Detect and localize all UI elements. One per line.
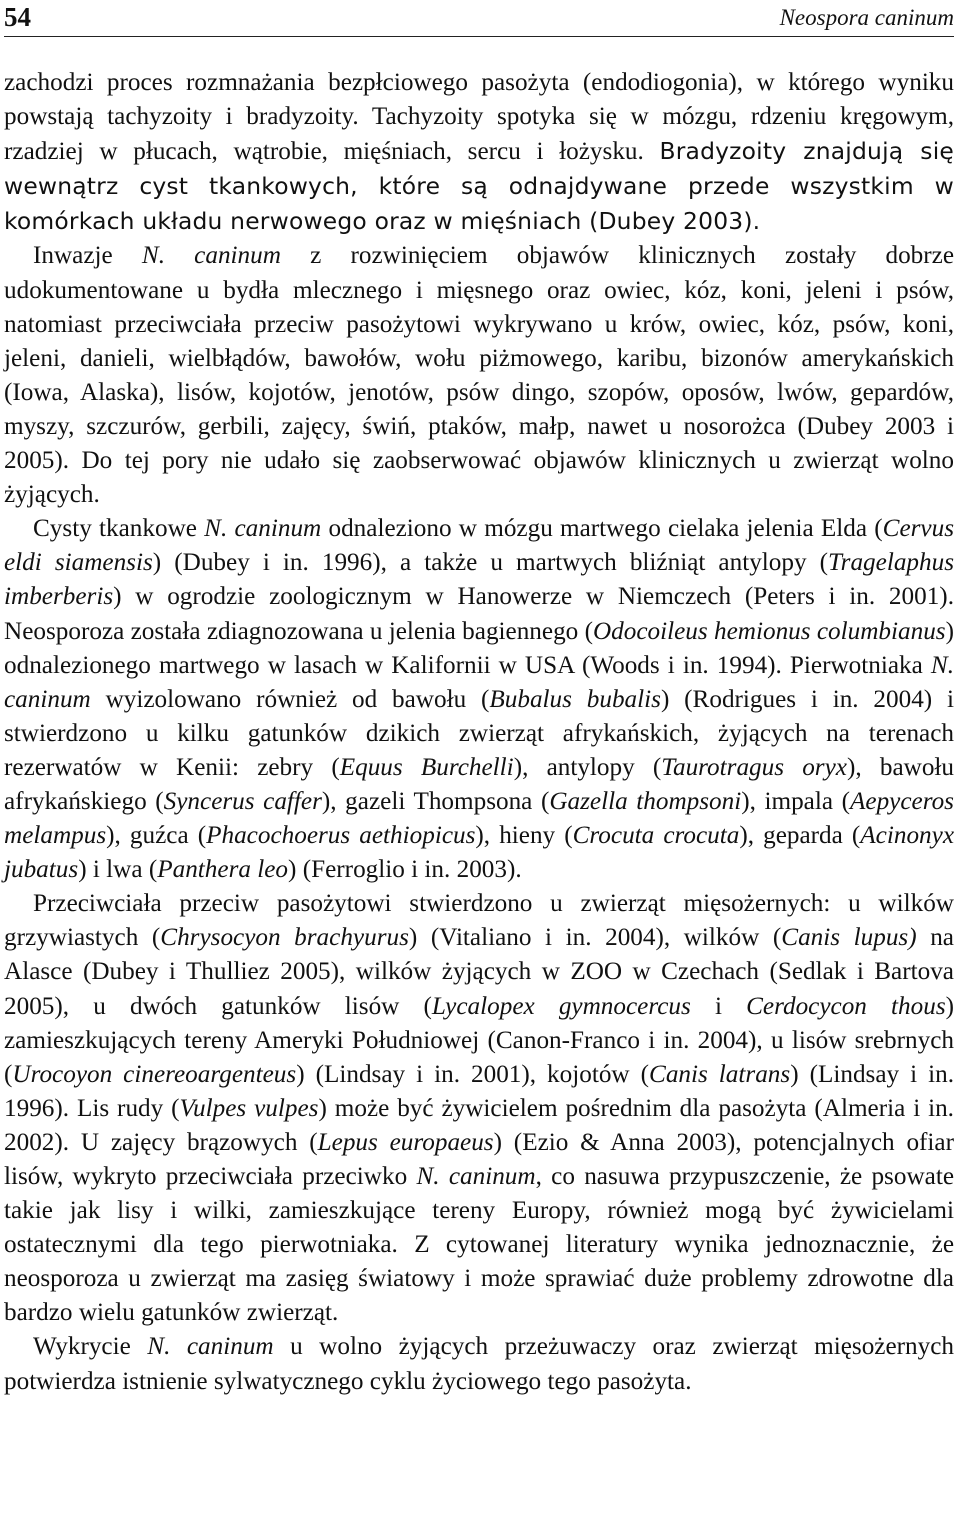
text-segment: ) (Vitaliano i in. 2004), wilków (: [408, 924, 782, 952]
text-segment: ) (Ezio & Anna 2003), potencjalnych ofiar lisów, wykryto przeciwciała przeciwko: [4, 1128, 954, 1190]
species-name: N. caninum: [147, 1333, 274, 1361]
body-text: [4, 66, 954, 1399]
text-segment: odnaleziono w mózgu martwego cielaka jelenia Elda (: [321, 515, 883, 543]
text-segment: ), hieny (: [475, 822, 573, 850]
species-name: Urocoyon cinereoargenteus: [12, 1060, 297, 1088]
text-segment: ) zamieszkujących tereny Ameryki Południowej (Canon-Franco i in. 2004), u lisów srebrnych (: [4, 992, 955, 1088]
text-segment: ) w ogrodzie zoologicznym w Hanowerze w Niemczech (Peters i in. 2001). Neosporoza została zdiagnozowana u jelenia bagiennego (: [4, 583, 954, 645]
text-segment: ) odnalezionego martwego w lasach w Kalifornii w USA (Woods i in. 1994). Pierwotniaka: [4, 617, 955, 679]
species-name: Acinonyx jubatus: [4, 822, 954, 884]
text-segment: ) (Dubey i in. 1996), a także u martwych bliźniąt antylopy (: [152, 549, 829, 577]
text-segment: ) może być żywicielem pośrednim dla pasożyta (Almeria i in. 2002). U zajęcy brązowych (: [4, 1094, 954, 1156]
text-segment: ) (Lindsay i in. 2001), kojotów (: [296, 1060, 650, 1088]
text-segment: ), antylopy (: [513, 753, 662, 781]
text-segment: Inwazje: [33, 242, 142, 270]
species-name: N. caninum: [204, 515, 322, 543]
text-segment: z rozwinięciem objawów klinicznych zostały dobrze udokumentowane u bydła mlecznego i mięsnego oraz owiec, kóz, koni, jeleni i psów, natomiast przeciwciała przeciw pasożytowi wykrywano u krów, owiec, kóz, psów, koni, jeleni, danieli, wielbłądów, bawołów, wołu piżmowego, karibu, bizonów amerykańskich (Iowa, Alaska), lisów, kojotów, jenotów, psów dingo, szopów, oposów, lwów, gepardów, myszy, szczurów, gerbili, zajęcy, świń, ptaków, małp, nawet u nosorożca (Dubey 2003 i 2005). Do tej pory nie udało się zaobserwować objawów klinicznych u zwierząt wolno żyjących.: [4, 242, 954, 509]
species-name: Tragelaphus imberberis: [4, 549, 954, 611]
species-name: Chrysocyon brachyurus: [160, 924, 409, 952]
paragraph-p1: [4, 66, 954, 239]
species-name: Cerdocycon thous: [746, 992, 946, 1020]
text-segment: Cysty tkankowe: [33, 515, 205, 543]
species-name: Canis lupus): [781, 924, 917, 952]
text-segment: ) (Ferroglio i in. 2003).: [288, 856, 522, 884]
species-name: Phacochoerus aethiopicus: [206, 822, 476, 850]
text-segment: ) (Rodrigues i in. 2004) i stwierdzono u kilku gatunków dzikich zwierząt afrykańskich, żyjących na terenach rezerwatów w Kenii: zebry (: [4, 685, 955, 781]
species-name: Aepyceros melampus: [4, 787, 954, 850]
species-name: Syncerus caffer: [163, 787, 322, 815]
text-segment: ), gazeli Thompsona (: [321, 787, 550, 815]
page-header: [4, 0, 954, 37]
species-name: N. caninum: [141, 242, 281, 270]
text-segment: ), guźca (: [106, 822, 207, 850]
paragraph-p4: [4, 887, 954, 1330]
paragraph-p2: [4, 239, 954, 512]
species-name: Bubalus bubalis: [489, 685, 661, 713]
species-name: Taurotragus oryx: [661, 753, 847, 781]
text-segment: u wolno żyjących przeżuwaczy oraz zwierząt mięsożernych potwierdza istnienie sylwatycznego cyklu życiowego tego pasożyta.: [4, 1333, 954, 1395]
text-segment: ) (Lindsay i in. 1996). Lis rudy (: [4, 1060, 954, 1122]
text-segment: na Alasce (Dubey i Thulliez 2005), wilków żyjących w ZOO w Czechach (Sedlak i Bartova 2005), u dwóch gatunków lisów (: [4, 924, 954, 1020]
text-segment: Wykrycie: [33, 1333, 148, 1361]
species-name: Equus Burchelli: [339, 753, 514, 781]
text-segment: ), geparda (: [739, 822, 861, 850]
text-segment: wyizolowano również od bawołu (: [90, 685, 490, 713]
species-name: N. caninum: [416, 1163, 536, 1190]
species-name: Crocuta crocuta: [572, 822, 740, 850]
text-segment: ), impala (: [741, 787, 851, 815]
species-name: Odocoileus hemionus columbianus: [592, 617, 946, 645]
text-segment: Bradyzoity znajdują się wewnątrz cyst tkankowych, które są odnajdywane przede wszystkim w komórkach układu nerwowego oraz w mięśniach (Dubey 2003).: [4, 137, 954, 236]
species-name: Lepus europaeus: [317, 1128, 494, 1156]
species-name: Vulpes vulpes: [179, 1094, 319, 1122]
text-segment: ), bawołu afrykańskiego (: [4, 753, 955, 815]
running-title: Neospora caninum: [779, 5, 954, 30]
species-name: Lycalopex gymnocercus: [431, 992, 691, 1020]
text-segment: ) i lwa (: [78, 856, 158, 884]
text-segment: , co nasuwa przypuszczenie, że psowate takie jak lisy i wilki, zamieszkujące tereny Europy, również mogą być żywicielami ostatecznymi dla tego pierwotniaka. Z cytowanej literatury wynika jednoznacznie, że neosporoza u zwierząt ma zasięg światowy i może sprawiać duże problemy zdrowotne dla bardzo wielu gatunków zwierząt.: [4, 1163, 955, 1327]
species-name: N. caninum: [4, 651, 954, 713]
species-name: Panthera leo: [157, 856, 289, 884]
paragraph-p5: [4, 1330, 954, 1398]
text-segment: Przeciwciała przeciw pasożytowi stwierdzono u zwierząt mięsożernych: u wilków grzywiastych (: [4, 890, 954, 952]
species-name: Canis latrans: [649, 1060, 791, 1088]
paragraph-p3: [4, 512, 954, 887]
text-segment: zachodzi proces rozmnażania bezpłciowego pasożyta (endodiogonia), w którego wyniku powstają tachyzoity i bradyzoity. Tachyzoity spotyka się w mózgu, rdzeniu kręgowym, rzadziej w płucach, wątrobie, mięśniach, sercu i łożysku.: [4, 69, 954, 166]
page-number: 54: [4, 2, 31, 32]
text-segment: i: [690, 992, 747, 1020]
species-name: Gazella thompsoni: [549, 787, 742, 815]
species-name: Cervus eldi siamensis: [4, 515, 954, 577]
